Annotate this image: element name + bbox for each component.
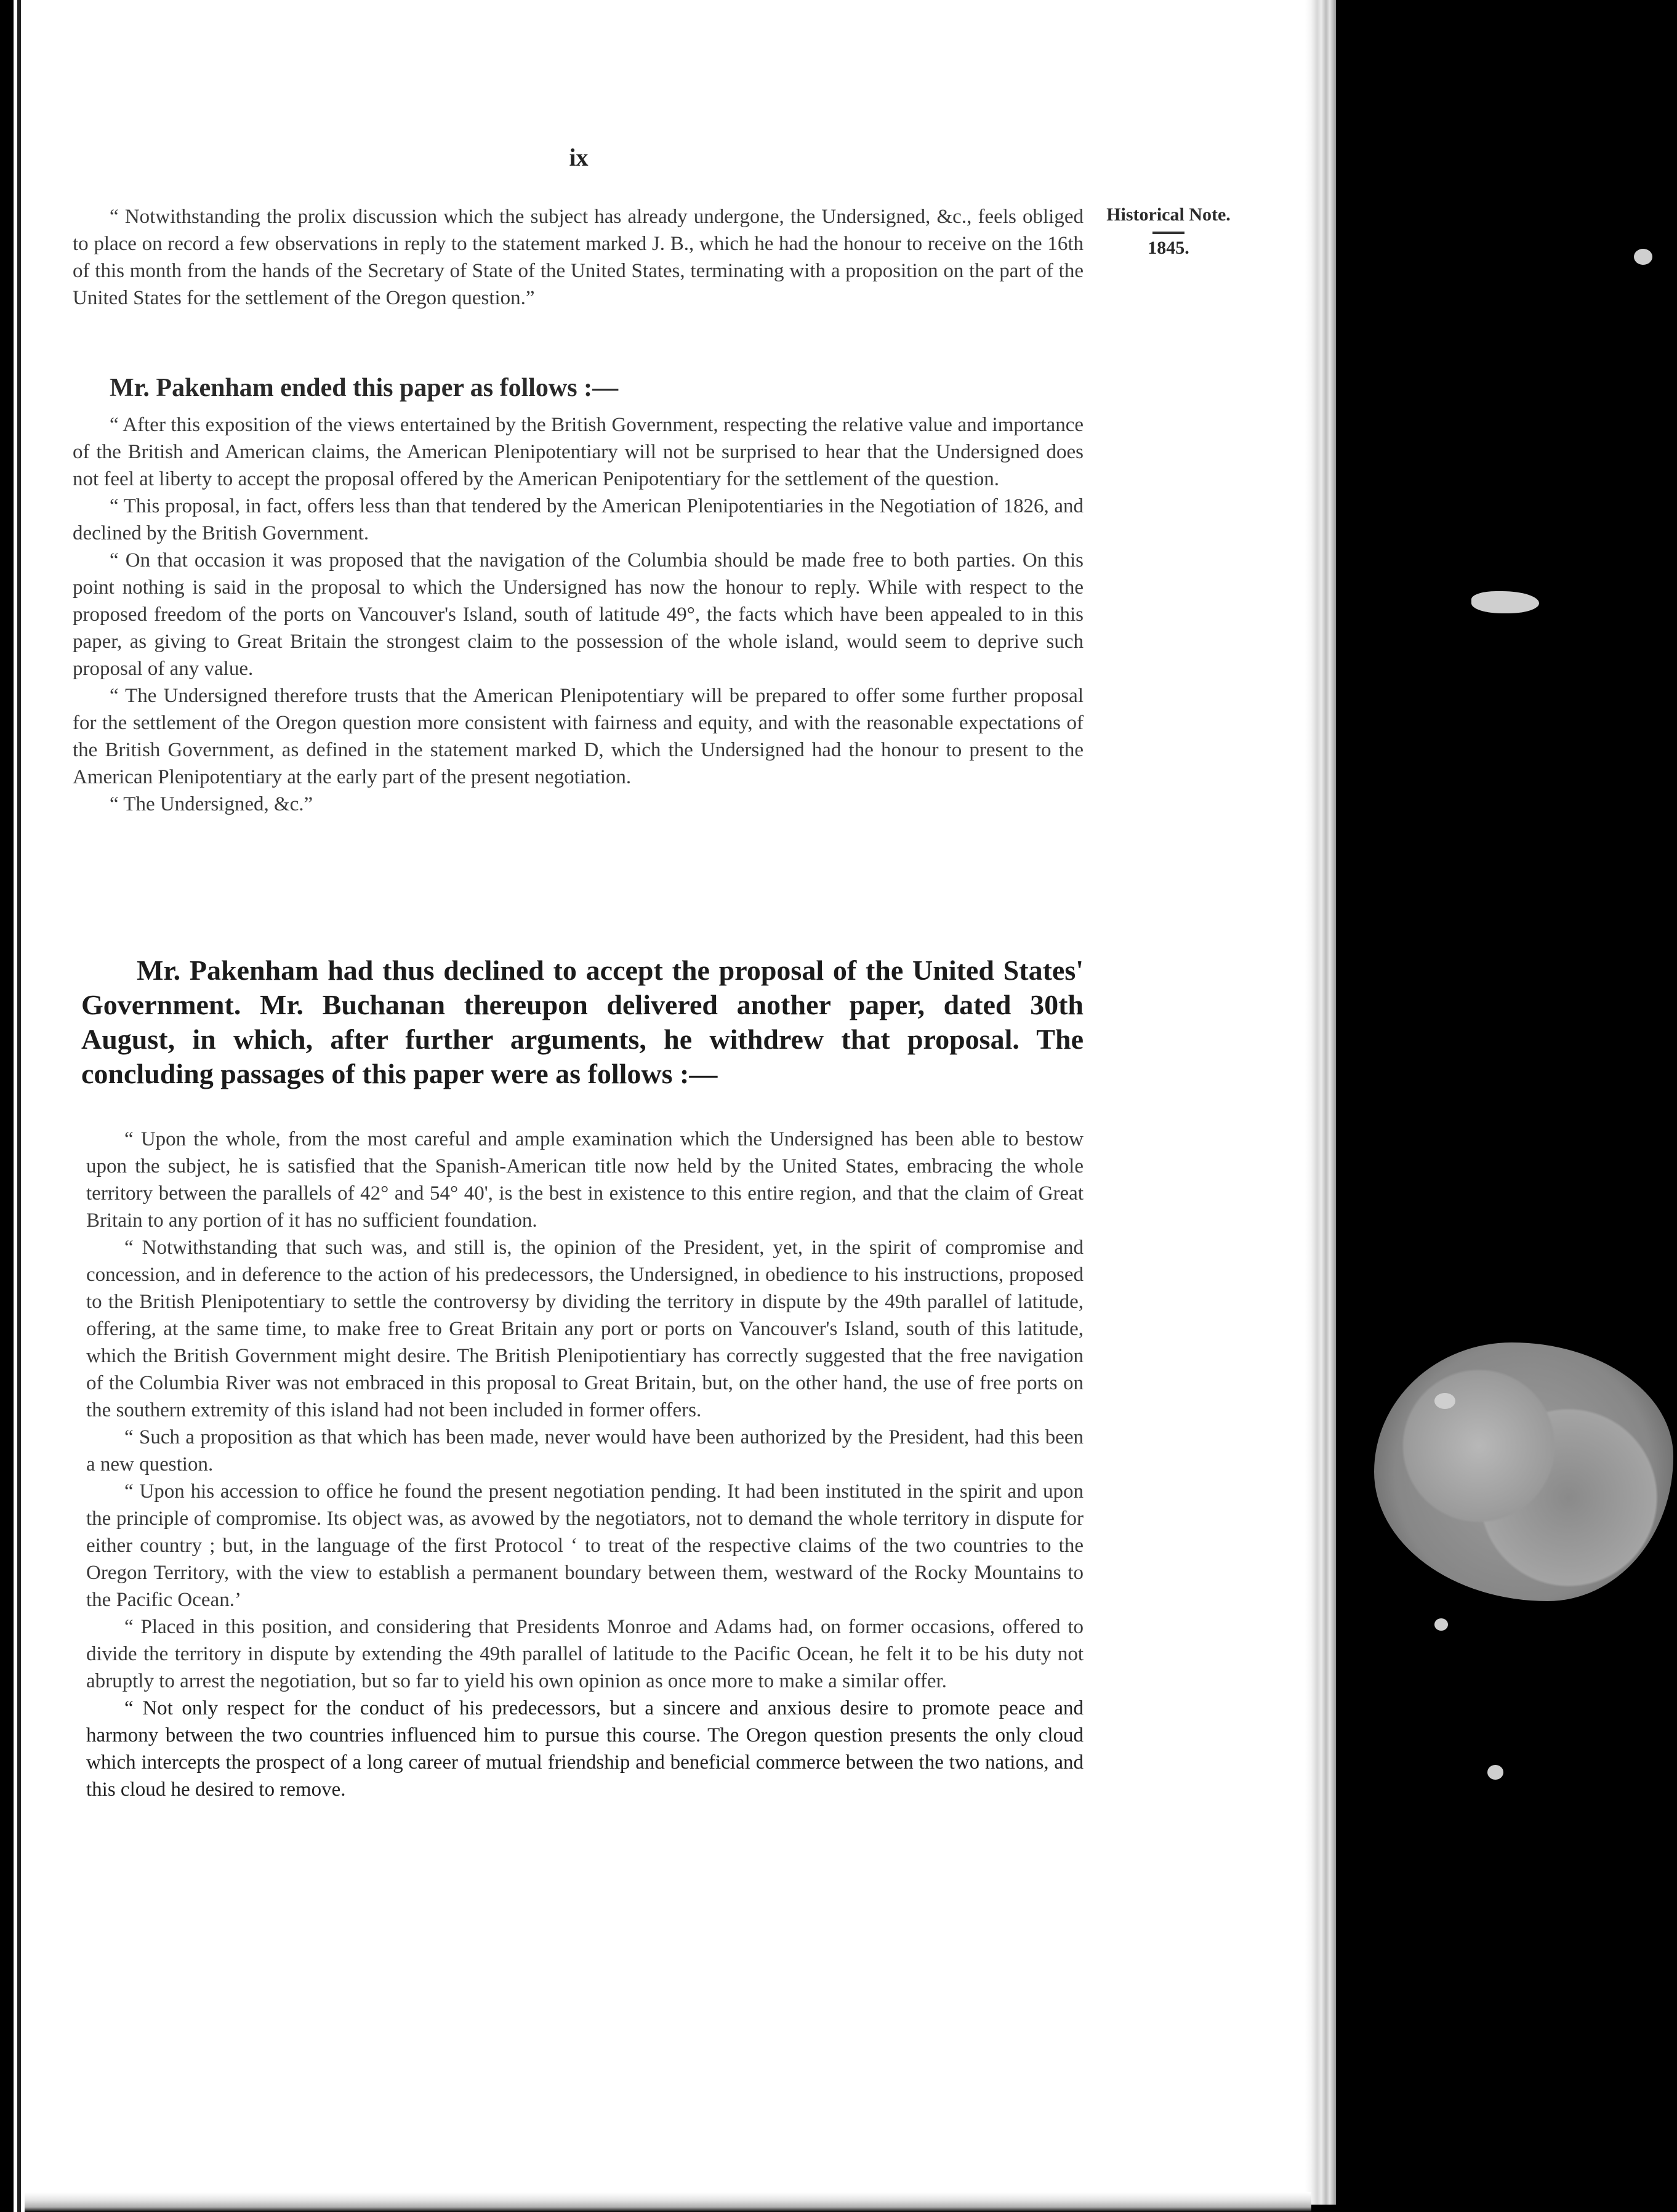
quote-paragraph: “ The Undersigned, &c.” <box>110 793 313 815</box>
quote-paragraph: “ Notwithstanding the prolix discussion which the subject has already undergone, the Undersigned, &c., feels obliged to place on record a few observations in reply to the statement marked J. B., which he had the honour to receive on the 16th of this month from the hands of the Secretary of State of the United States, terminating with a proposition on the part of the United States for the settlement of the Oregon question.” <box>73 206 1084 309</box>
margin-note-rule <box>1152 232 1184 234</box>
quote-paragraph: “ Upon the whole, from the most careful and ample examination which the Undersigned has been able to bestow upon the subject, he is satisfied that the Spanish-American title now held by the United States, embracing the whole territory between the parallels of 42° and 54° 40', is the best in existence to this entire region, and that the claim of Great Britain to any portion of it has no sufficient foundation. <box>86 1128 1084 1232</box>
paper-fleck <box>1434 1393 1455 1409</box>
quote-paragraph: “ Upon his accession to office he found the present negotiation pending. It had been instituted in the spirit and upon the principle of compromise. Its object was, as avowed by the negotiators, not to demand the whole territory in dispute for either country ; but, in the language of the first Protocol ‘ to treat of the respective claims of the two countries to the Oregon Territory, with the view to establish a permanent boundary between them, westward of the Rocky Mountains to the Pacific Ocean.’ <box>86 1480 1084 1611</box>
margin-note-year: 1845. <box>1148 238 1189 258</box>
quote-paragraph: “ Not only respect for the conduct of his predecessors, but a sincere and anxious desire to promote peace and harmony between the two countries influenced him to pursue this course. The Oregon question presents the only cloud which intercepts the prospect of a long career of mutual friendship and beneficial commerce between the two nations, and this cloud he desired to remove. <box>86 1697 1084 1801</box>
scanner-background <box>1305 0 1677 2212</box>
opening-quote <box>73 203 1084 312</box>
buchanan-quote <box>86 1126 1084 1803</box>
quote-paragraph: “ After this exposition of the views entertained by the British Government, respecting the relative value and importance of the British and American claims, the American Plenipotentiary will not be surprised to hear that the Undersigned does not feel at liberty to accept the proposal offered by the American Penipotentiary for the settlement of the question. <box>73 414 1084 490</box>
quote-paragraph: “ Placed in this position, and considering that Presidents Monroe and Adams had, on former occasions, offered to divide the territory in dispute by extending the 49th parallel of latitude to the Pacific Ocean, he felt it to be his duty not abruptly to arrest the negotiation, but so far to yield his own opinion as once more to make a similar offer. <box>86 1616 1084 1692</box>
page-bottom-edge <box>25 2192 1311 2212</box>
main-paragraph: Mr. Pakenham had thus declined to accept the proposal of the United States' Government. Mr. Buchanan thereupon delivered another paper, dated 30th August, in which, after further arguments, he withdrew that proposal. The concluding passages of this paper were as follows :— <box>81 955 1084 1089</box>
margin-note-label: Historical Note. <box>1106 204 1231 225</box>
pakenham-quote <box>73 411 1084 818</box>
paper-fleck <box>1471 591 1539 613</box>
binding-shadow <box>0 0 25 2212</box>
section-heading: Mr. Pakenham ended this paper as follows :— <box>110 374 619 402</box>
margin-note <box>1088 203 1249 260</box>
paper-fleck <box>1487 1765 1503 1780</box>
page-number: ix <box>569 143 589 171</box>
quote-paragraph: “ The Undersigned therefore trusts that the American Plenipotentiary will be prepared to offer some further proposal for the settlement of the Oregon question more consistent with fairness and equity, and with the reasonable expectations of the British Government, as defined in the statement marked D, which the Undersigned had the honour to present to the American Plenipotentiary at the early part of the present negotiation. <box>73 685 1084 788</box>
main-paragraph-block <box>81 953 1084 1091</box>
quote-paragraph: “ This proposal, in fact, offers less than that tendered by the American Plenipotentiaries in the Negotiation of 1826, and declined by the British Government. <box>73 495 1084 544</box>
page-edge-stack <box>1305 0 1336 2205</box>
paper-fleck <box>1634 249 1652 265</box>
quote-paragraph: “ Such a proposition as that which has been made, never would have been authorized by the President, had this been a new question. <box>86 1426 1084 1475</box>
quote-paragraph: “ Notwithstanding that such was, and still is, the opinion of the President, yet, in the spirit of compromise and concession, and in deference to the action of his predecessors, the Undersigned, in obedience to his instructions, proposed to the British Plenipotentiary to settle the controversy by dividing the territory in dispute by the 49th parallel of latitude, offering, at the same time, to make free to Great Britain any port or ports on Vancouver's Island, south of this latitude, which the British Government might desire. The British Plenipotientiary has correctly suggested that the free navigation of the Columbia River was not embraced in this proposal to Great Britain, but, on the other hand, the use of free ports on the southern extremity of this island had not been included in former offers. <box>86 1237 1084 1421</box>
quote-paragraph: “ On that occasion it was proposed that the navigation of the Columbia should be made free to both parties. On this point nothing is said in the proposal to which the Undersigned has now the honour to reply. While with respect to the proposed freedom of the ports on Vancouver's Island, south of latitude 49°, the facts which have been appealed to in this paper, as giving to Great Britain the strongest claim to the possession of the whole island, would seem to deprive such proposal of any value. <box>73 549 1084 680</box>
paper-fleck <box>1434 1618 1448 1631</box>
